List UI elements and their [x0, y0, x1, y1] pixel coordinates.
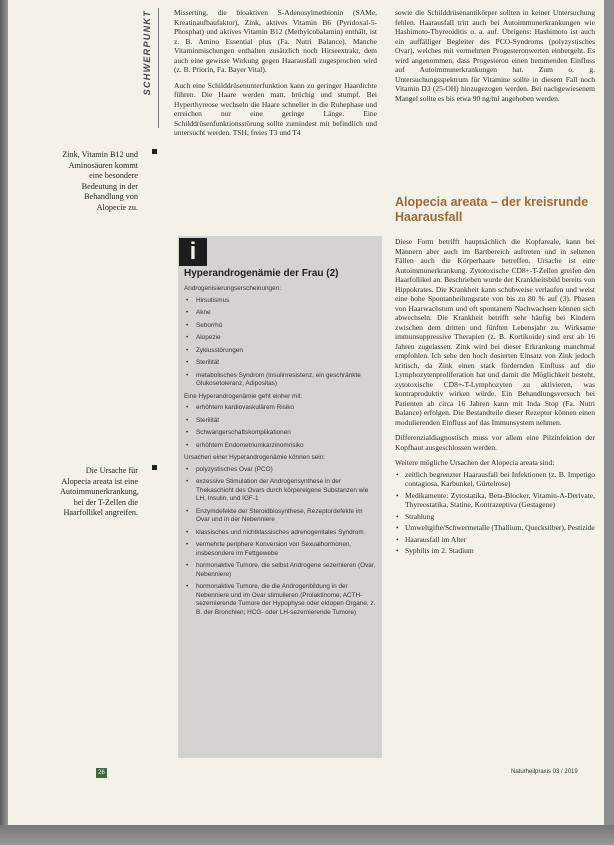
scan-bottom — [0, 825, 614, 845]
info-item: • Seborrhö — [184, 322, 376, 331]
info-group-list — [184, 466, 376, 618]
right-intro: sowie die Schilddrüsenantikörper sollten in keiner Untersuchung fehlen. Haarausfall tritt auch bei Autoimmunerkrankungen wie Hashimoto-Thyreoiditis o. a. auf. Übrigens: Hashimoto ist auch ein auffälliger Begleiter des PCO-Syndroms (polyzystisches Ovar), welches mit vermehrten Progesteronwerten einhergeht. Es wird angenommen, dass Progesteron einen hemmenden Einfluss auf Autoimmunerkrankungen hat. Zum o. g. Untersuchungsspektrum für Vitamine sollte in diesem Fall noch Vitamin D3 (25-OH) hinzugezogen werden. Bei nachgewiesenem Mangel sollte es bis etwa 90 ng/ml angehoben werden. — [395, 8, 595, 103]
right-list-item: • Syphilis im 2. Stadium — [395, 546, 595, 556]
info-box-body — [184, 283, 376, 621]
right-paragraph-2: Differenzialdiagnostisch muss vor allem eine Pilzinfektion der Kopfhaut ausgeschlossen werden. — [395, 433, 595, 452]
right-paragraph-1: Diese Form betrifft hauptsächlich die Kopfareale, kann bei Männern aber auch im Bartbereich auftreten und in seltenen Fällen auch die Körperhaare betreffen. Ursache ist eine Autoimmunerkrankung. Zytotoxische CD8+-T-Zellen greifen den Haarfollikel an. Beschrieben wurde der Krankheitsbild bereits von Hippokrates. Die Krankheit kann schubweise verlaufen und weist eine hohe Spontanheilungsrate von bis zu 80 % auf (3). Phasen von Haarwachstum und oft spontanem Nachwachsen können sich abwechseln. Die Krankheit betrifft sehr häufig bei Kindern zwischen dem dritten und fünften Lebensjahr zu. Wirksame immunsuppressive Therapien (z. B. Kortikoide) sind erst ab 16 Jahren zugelassen. Zink wird bei dieser Erkrankung manchmal empfohlen. Ich sehe den hoch dosierten Einsatz von Zink jedoch kritisch, da Zink einen stark fördernden Einfluss auf die Lymphozytenproliferation hat und damit die Möglichkeit besteht, zytotoxische CD8+-T-Lymphozyten zu aktivieren, was kontraproduktiv wirken würde. Ein Behandlungsversuch bei Patienten ab circa 16 Jahren kann mit Inda Stop (Fa. Nutri Balance) erfolgen. Die Bestandteile dieser Rezeptur können einen modulierenden Einfluss auf das Immunsystem nehmen. — [395, 237, 595, 427]
section-label: SCHWERPUNKT — [142, 10, 152, 96]
info-item: • metabolisches Syndrom (Insulinresistenz, ein geschränkte Glukosetoleranz, Adipositas) — [184, 372, 376, 389]
right-list-item: • Umweltgifte/Schwermetalle (Thallium, Quecksilber), Pestizide — [395, 523, 595, 533]
info-group-list — [184, 297, 376, 389]
info-group-heading: Androgenisierungserscheinungen: — [184, 285, 281, 292]
info-item: • exzessive Stimulation der Androgensynthese in der Thekaschicht des Ovars durch körpereigene Substanzen wie LH, Insulin, und IGF-1 — [184, 478, 376, 504]
right-list-intro: Weitere mögliche Ursachen der Alopecia areata sind: — [395, 458, 555, 467]
sidebar-note-2: Die Ursache für Alopecia areata ist eine Autoimmunerkrankung, bei der T-Zellen die Haarfollikel angreifen. — [60, 466, 139, 518]
document-page — [8, 0, 604, 825]
info-item: • Zyklusstörungen — [184, 347, 376, 356]
right-list-item: • zeitlich begrenzter Haarausfall bei Infektionen (z. B. Impetigo contagiosa, Karbunkel, Gürtelrose) — [395, 470, 595, 489]
scan-edge — [0, 0, 8, 845]
info-item: • hormonaktive Tumore, die selbst Androgene sezernieren (Ovar, Nebenniere) — [184, 562, 376, 579]
sidebar-note-1: Zink, Vitamin B12 und Aminosäuren kommt eine besondere Bedeutung in der Behandlung von Alopecie zu. — [62, 150, 138, 212]
info-item: • Sterilität — [184, 359, 376, 368]
info-item: • Schwangerschaftskomplikationen — [184, 429, 376, 438]
info-box-title: Hyperandrogenämie der Frau (2) — [184, 268, 339, 279]
info-group-list — [184, 404, 376, 450]
info-item: • Sterilität — [184, 417, 376, 426]
left-paragraph-2: Auch eine Schilddrüsenunterfunktion kann zu geringer Haardichte führen. Die Haare werden matt, brüchig und stumpf. Bei Hyperthyreose wechseln die Haare schneller in die Ruhephase und erreichen nur eine geringe Länge. Eine Schilddrüsenfunktionsstörung sollte zumindest mit befindlich und untersucht werden. TSH, freies T3 und T4 — [174, 80, 377, 137]
footer-issue: Naturheilpraxis 03 / 2019 — [511, 769, 578, 775]
info-icon: i — [179, 238, 207, 266]
sidebar-marker-2 — [152, 465, 157, 470]
right-list-item: • Strahlung — [395, 512, 595, 522]
info-item: • erhöhtem Endometriumkarzinomrisiko — [184, 442, 376, 451]
left-paragraph-1: Misserting, die bioaktiven S-Adenosylmethionin (SAMe, Kreatinaufbaufaktor), Zink, aktives Vitamin B6 (Pyridoxal-5-Phosphat) und aktives Vitamin B12 (Methylcobalamin) enthält, ist z. B. Amino Essential plus (Fa. Nutri Balance). Manche Vitaminmischungen enthalten zusätzlich noch Hirseextrakt, dem auch eine gewisse Wirkung gegen Haarausfall zugesprochen wird (z. B. Priorin, Fa. Bayer Vital). — [174, 8, 377, 74]
right-column — [395, 237, 595, 558]
left-column — [174, 8, 377, 144]
right-heading: Alopecia areata – der kreisrunde Haarausfall — [395, 195, 589, 224]
info-item: • polyzystisches Ovar (PCO) — [184, 466, 376, 475]
right-list-item: • Haarausfall im Alter — [395, 535, 595, 545]
info-item: • vermehrte periphere Konversion von Sexualhormonen, insbesondere im Fettgewebe — [184, 541, 376, 558]
right-list-item: • Medikamente: Zytostatika, Beta-Blocker, Vitamin-A-Derivate, Thyreostatika, Statine, Kontrazeptiva (Gestagene) — [395, 491, 595, 510]
info-item: • hormonaktive Tumore, die die Androgenbildung in der Nebenniere und im Ovar stimulieren (Prolaktinome, ACTH-sezernierende Tumore der Hypophyse oder ektopen Organe, z. B. der Bronchien; HCG- oder LH-sezernierende Tumore) — [184, 583, 376, 617]
info-item: • Alopezie — [184, 334, 376, 343]
info-group-heading: Ursachen einer Hyperandrogenämie können sein: — [184, 454, 326, 461]
sidebar-marker-1 — [152, 149, 157, 154]
info-item: • klassisches und nichtklassisches adrenogenitales Syndrom — [184, 529, 376, 538]
info-item: • Hirsutismus — [184, 297, 376, 306]
info-item: • erhöhtem kardiovaskulärem Risiko — [184, 404, 376, 413]
page-number: 26 — [96, 768, 107, 778]
info-group-heading: Eine Hyperandrogenämie geht einher mit: — [184, 392, 303, 400]
right-list — [395, 470, 595, 556]
info-item: • Akne — [184, 309, 376, 318]
column-rule — [158, 8, 159, 128]
info-item: • Enzymdefekte der Steroidbiosynthese, Rezeptordefekte im Ovar und in der Nebenniere — [184, 508, 376, 525]
